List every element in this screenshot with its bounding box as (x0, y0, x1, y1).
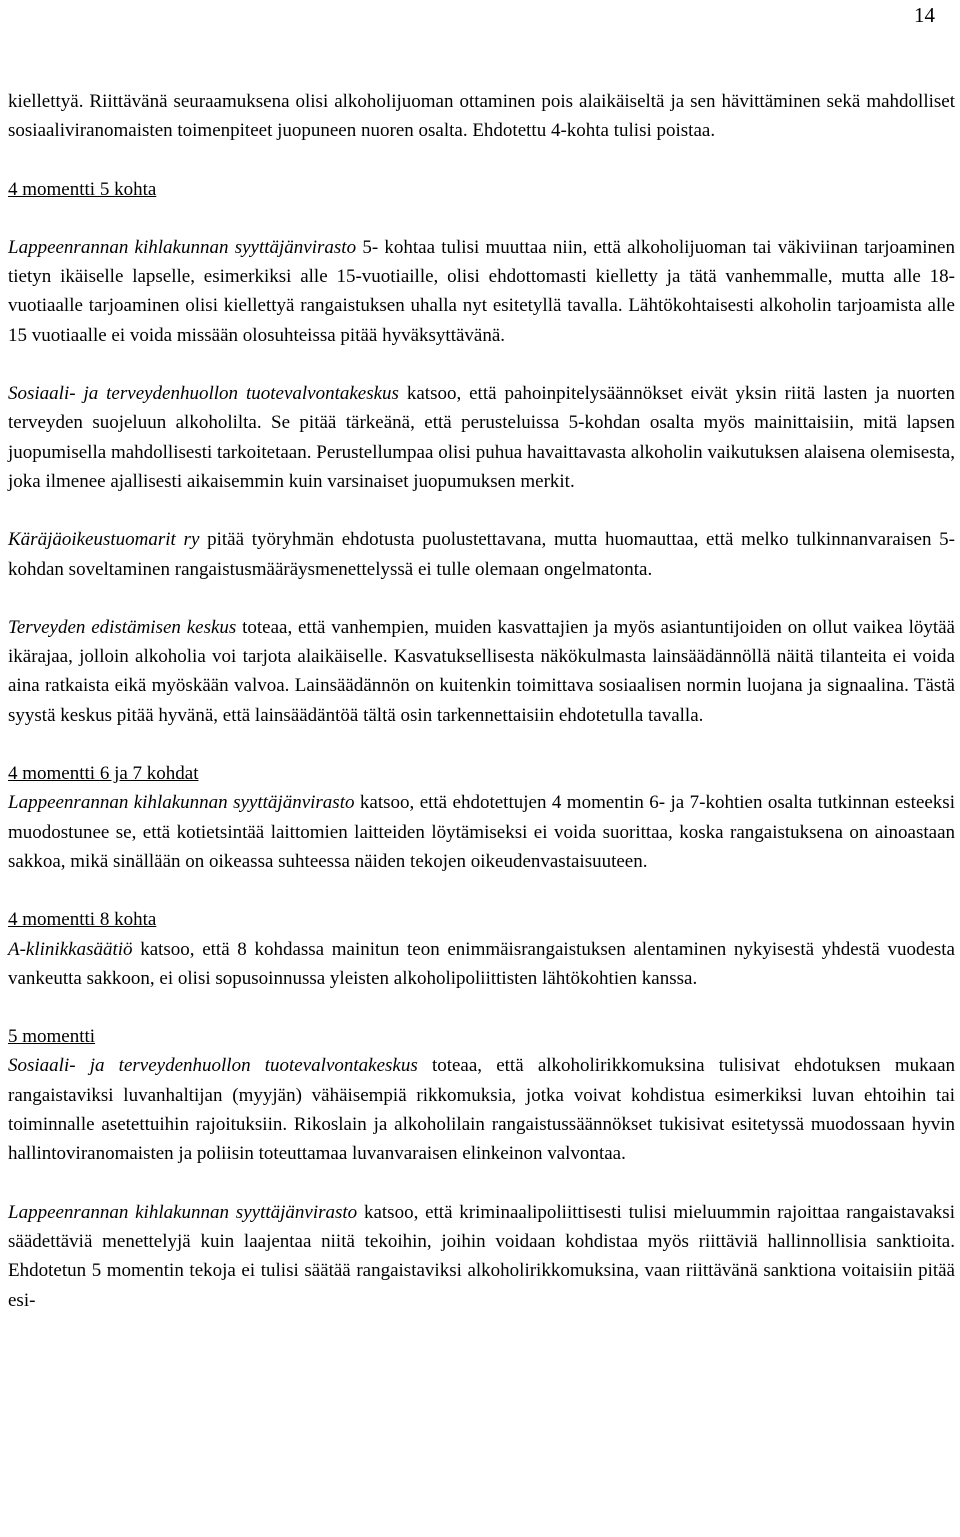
page-number: 14 (914, 3, 935, 27)
organization-name: Lappeenrannan kihlakunnan syyttäjänvirasto (8, 236, 357, 258)
paragraph-tuotevalvontakeskus-5 (8, 379, 955, 496)
paragraph-lappeenranta-m5 (8, 1198, 955, 1315)
paragraph-text: katsoo, että pahoinpitelysäännökset eivät yksin riitä lasten ja nuorten terveyden suojeluun alkoholilta. Se pitää tärkeänä, että perusteluissa 5-kohdan osalta myös mainittaisiin, mitä lapsen juopumisella mahdollisesti tarkoitetaan. Perustellumpaa olisi puhua havaittavasta alkoholin vaikutuksen alaisena olemisesta, joka ilmenee ajallisesti aikaisemmin kuin varsinaiset juopumuksen merkit. (8, 383, 955, 492)
document-body (8, 87, 955, 1315)
paragraph-text: 5- kohtaa tulisi muuttaa niin, että alkoholijuoman tai väkiviinan tarjoaminen tietyn ikäiselle lapselle, esimerkiksi alle 15-vuotiaille, olisi ehdottomasti kielletty ja tätä vanhemmalle, mutta alle 18-vuotiaalle tarjoaminen olisi kiellettyä rangaistuksen uhalla nyt esitetyllä tavalla. Lähtökohtaisesti alkoholin tarjoamista alle 15 vuotiaalle ei voida missään olosuhteissa pitää hyväksyttävänä. (8, 236, 955, 346)
paragraph-lappeenranta-5 (8, 233, 955, 350)
paragraph-text: toteaa, että alkoholirikkomuksina tulisivat ehdotuksen mukaan rangaistaviksi luvanhaltijan (myyjän) vähäisempiä rikkomuksia, jotka voivat kohdistua esimerkiksi luvan ehtoihin tai toiminnalle asetettuihin rajoituksiin. Rikoslain ja alkoholilain rangaistussäännökset tukisivat esitetyssä muodossaan hyvin hallintoviranomaisten ja poliisin toteuttamaa luvanvaraisen elinkeinon valvontaa. (8, 1055, 956, 1165)
organization-name: Sosiaali- ja terveydenhuollon tuotevalvontakeskus (8, 383, 399, 405)
section-heading-4-5: 4 momentti 5 kohta (8, 178, 157, 200)
paragraph-a-klinikkasaatio (8, 935, 955, 994)
organization-name: Terveyden edistämisen keskus (8, 616, 237, 638)
paragraph-text: toteaa, että vanhempien, muiden kasvattajien ja myös asiantuntijoiden on ollut vaikea löytää ikärajaa, jolloin alkoholia voi tarjota alaikäiselle. Kasvatuksellisesta näkökulmasta lainsäädännöllä näitä tilanteita ei voida aina ratkaista eikä myöskään valvoa. Lainsäädännön on kuitenkin toimittava sosiaalisen normin luojana ja signaalina. Tästä syystä keskus pitää hyvänä, että lainsäädäntöä tältä osin tarkennettaisiin ehdotetulla tavalla. (8, 616, 955, 726)
paragraph-tuotevalvontakeskus-m5 (8, 1051, 955, 1168)
paragraph-terveyden-edistamisen-keskus (8, 613, 955, 730)
paragraph-karajaoikeustuomarit (8, 525, 955, 584)
section-heading-5-momentti: 5 momentti (8, 1026, 96, 1048)
paragraph-text: katsoo, että 8 kohdassa mainitun teon enimmäisrangaistuksen alentaminen nykyisestä yhdestä vuodesta vankeutta sakkoon, ei olisi sopusoinnussa yleisten alkoholipoliittisten lähtökohtien kanssa. (8, 938, 955, 989)
organization-name: Sosiaali- ja terveydenhuollon tuotevalvontakeskus (8, 1055, 418, 1077)
organization-name: Lappeenrannan kihlakunnan syyttäjänvirasto (8, 1201, 358, 1223)
organization-name: Käräjäoikeustuomarit ry (8, 529, 200, 551)
organization-name: A-klinikkasäätiö (8, 938, 133, 960)
paragraph-lappeenranta-6-7 (8, 788, 955, 876)
intro-paragraph: kiellettyä. Riittävänä seuraamuksena olisi alkoholijuoman ottaminen pois alaikäiseltä ja sen hävittäminen sekä mahdolliset sosiaaliviranomaisten toimenpiteet juopuneen nuoren osalta. Ehdotettu 4-kohta tulisi poistaa. (8, 91, 955, 142)
section-heading-4-8: 4 momentti 8 kohta (8, 909, 157, 931)
organization-name: Lappeenrannan kihlakunnan syyttäjänvirasto (8, 792, 355, 814)
section-heading-4-6-7: 4 momentti 6 ja 7 kohdat (8, 763, 199, 785)
paragraph-text: katsoo, että kriminaalipoliittisesti tulisi mieluummin rajoittaa rangaistavaksi säädettäviä menettelyjä kuin laajentaa niitä tekoihin, joihin voidaan kohdistaa myös riittäviä hallinnollisia sanktioita. Ehdotetun 5 momentin tekoja ei tulisi säätää rangaistaviksi alkoholirikkomuksina, vaan riittävänä sanktiona voitaisiin pitää esi- (8, 1201, 955, 1311)
paragraph-text: katsoo, että ehdotettujen 4 momentin 6- ja 7-kohtien osalta tutkinnan esteeksi muodostunee se, että kotietsintää laittomien laitteiden löytämiseksi ei voida suorittaa, koska rangaistuksena on ainoastaan sakkoa, mikä sinällään on oikeassa suhteessa näiden tekojen oikeudenvastaisuuteen. (8, 792, 955, 872)
paragraph-text: pitää työryhmän ehdotusta puolustettavana, mutta huomauttaa, että melko tulkinnanvaraisen 5-kohdan soveltaminen rangaistusmääräysmenettelyssä ei tulle olemaan ongelmatonta. (8, 529, 955, 580)
